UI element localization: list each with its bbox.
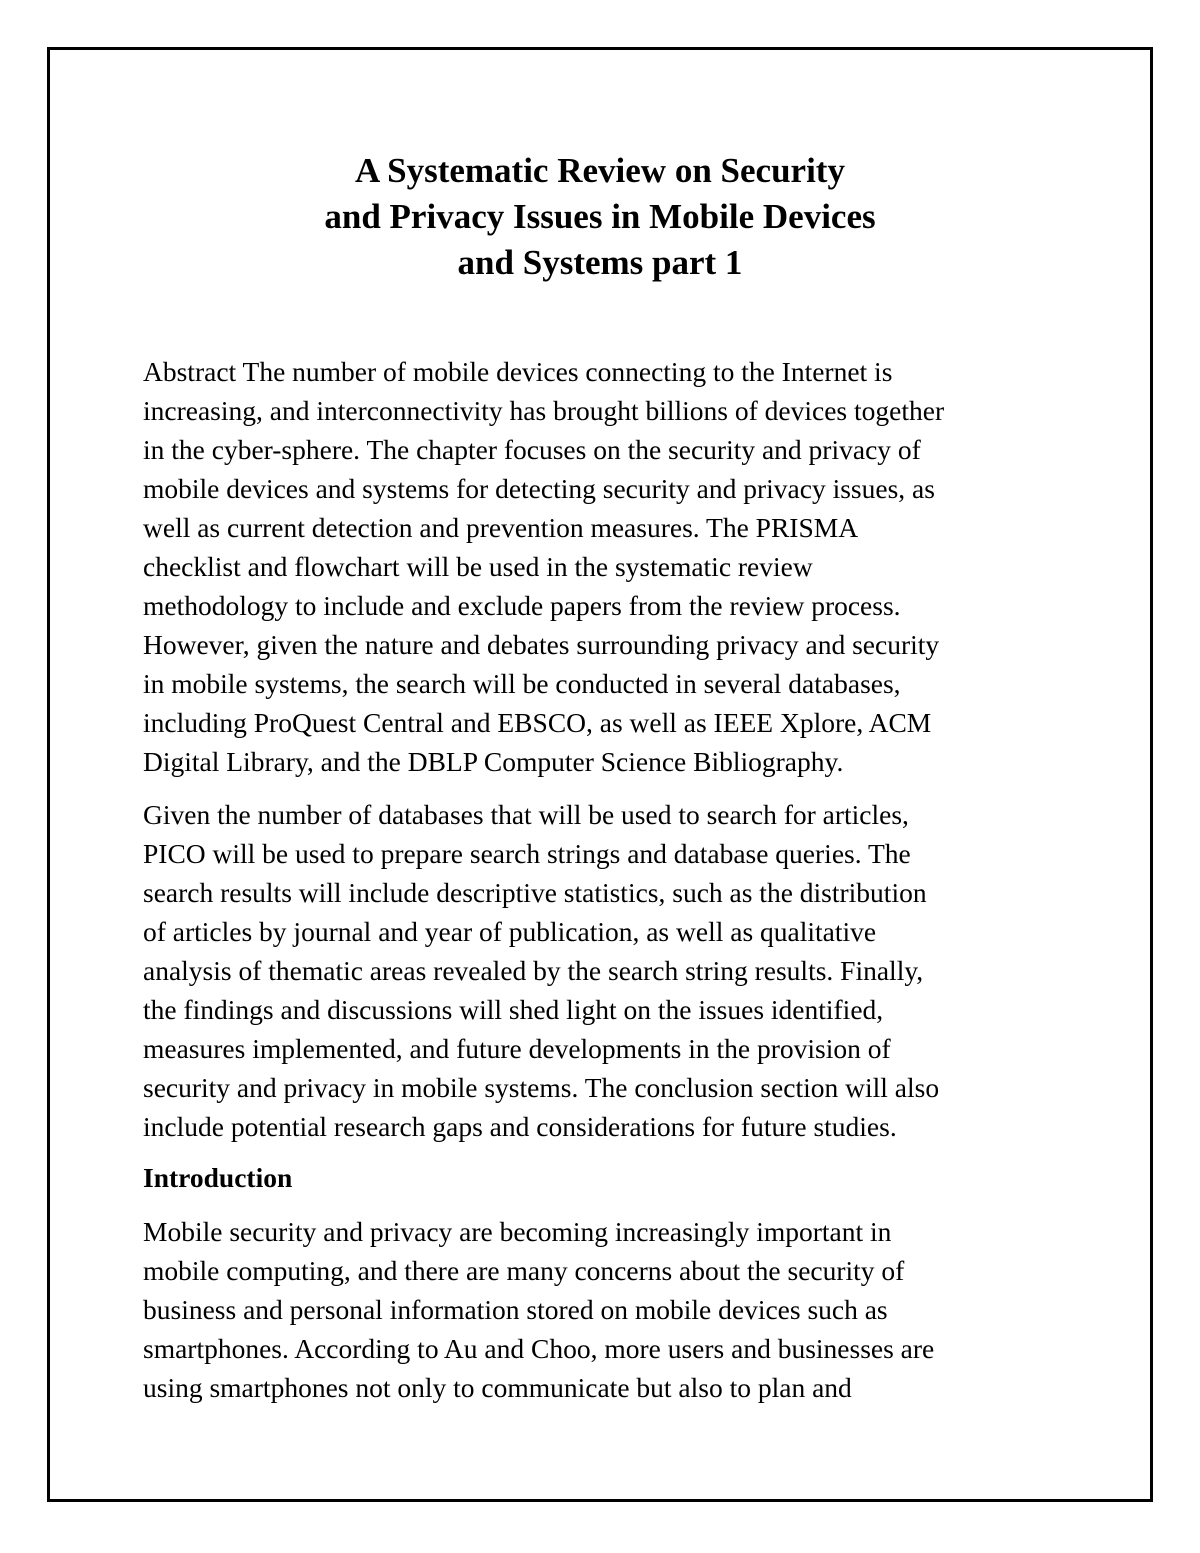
- text-line: business and personal information stored on mobile devices such as: [143, 1294, 888, 1325]
- text-line: include potential research gaps and considerations for future studies.: [143, 1111, 897, 1142]
- text-line: including ProQuest Central and EBSCO, as well as IEEE Xplore, ACM: [143, 707, 932, 738]
- text-line: in mobile systems, the search will be conducted in several databases,: [143, 668, 901, 699]
- text-line: smartphones. According to Au and Choo, more users and businesses are: [143, 1333, 935, 1364]
- text-line: checklist and flowchart will be used in the systematic review: [143, 551, 813, 582]
- text-line: well as current detection and prevention measures. The PRISMA: [143, 512, 859, 543]
- text-line: search results will include descriptive statistics, such as the distribution: [143, 877, 927, 908]
- text-line: in the cyber-sphere. The chapter focuses on the security and privacy of: [143, 434, 921, 465]
- title-line: A Systematic Review on Security: [355, 151, 845, 190]
- introduction-paragraph: [143, 1212, 1073, 1407]
- text-line: Given the number of databases that will be used to search for articles,: [143, 799, 909, 830]
- abstract-paragraph: [143, 352, 1073, 781]
- text-line: of articles by journal and year of publication, as well as qualitative: [143, 916, 877, 947]
- text-line: PICO will be used to prepare search strings and database queries. The: [143, 838, 911, 869]
- title-line: and Privacy Issues in Mobile Devices: [324, 197, 876, 236]
- body-paragraph: [143, 795, 1073, 1146]
- text-line: the findings and discussions will shed light on the issues identified,: [143, 994, 884, 1025]
- text-line: analysis of thematic areas revealed by the search string results. Finally,: [143, 955, 924, 986]
- document-body: [143, 352, 1073, 1407]
- document-title: [50, 148, 1150, 286]
- text-line: Abstract The number of mobile devices connecting to the Internet is: [143, 356, 893, 387]
- page-border: [47, 47, 1153, 1502]
- text-line: methodology to include and exclude papers from the review process.: [143, 590, 901, 621]
- text-line: mobile devices and systems for detecting security and privacy issues, as: [143, 473, 935, 504]
- text-line: Digital Library, and the DBLP Computer Science Bibliography.: [143, 746, 844, 777]
- text-line: security and privacy in mobile systems. The conclusion section will also: [143, 1072, 940, 1103]
- text-line: using smartphones not only to communicate but also to plan and: [143, 1372, 852, 1403]
- text-line: measures implemented, and future developments in the provision of: [143, 1033, 891, 1064]
- title-line: and Systems part 1: [457, 243, 743, 282]
- text-line: mobile computing, and there are many concerns about the security of: [143, 1255, 905, 1286]
- text-line: Mobile security and privacy are becoming increasingly important in: [143, 1216, 892, 1247]
- section-heading-introduction: Introduction: [143, 1162, 293, 1193]
- text-line: However, given the nature and debates surrounding privacy and security: [143, 629, 940, 660]
- text-line: increasing, and interconnectivity has brought billions of devices together: [143, 395, 945, 426]
